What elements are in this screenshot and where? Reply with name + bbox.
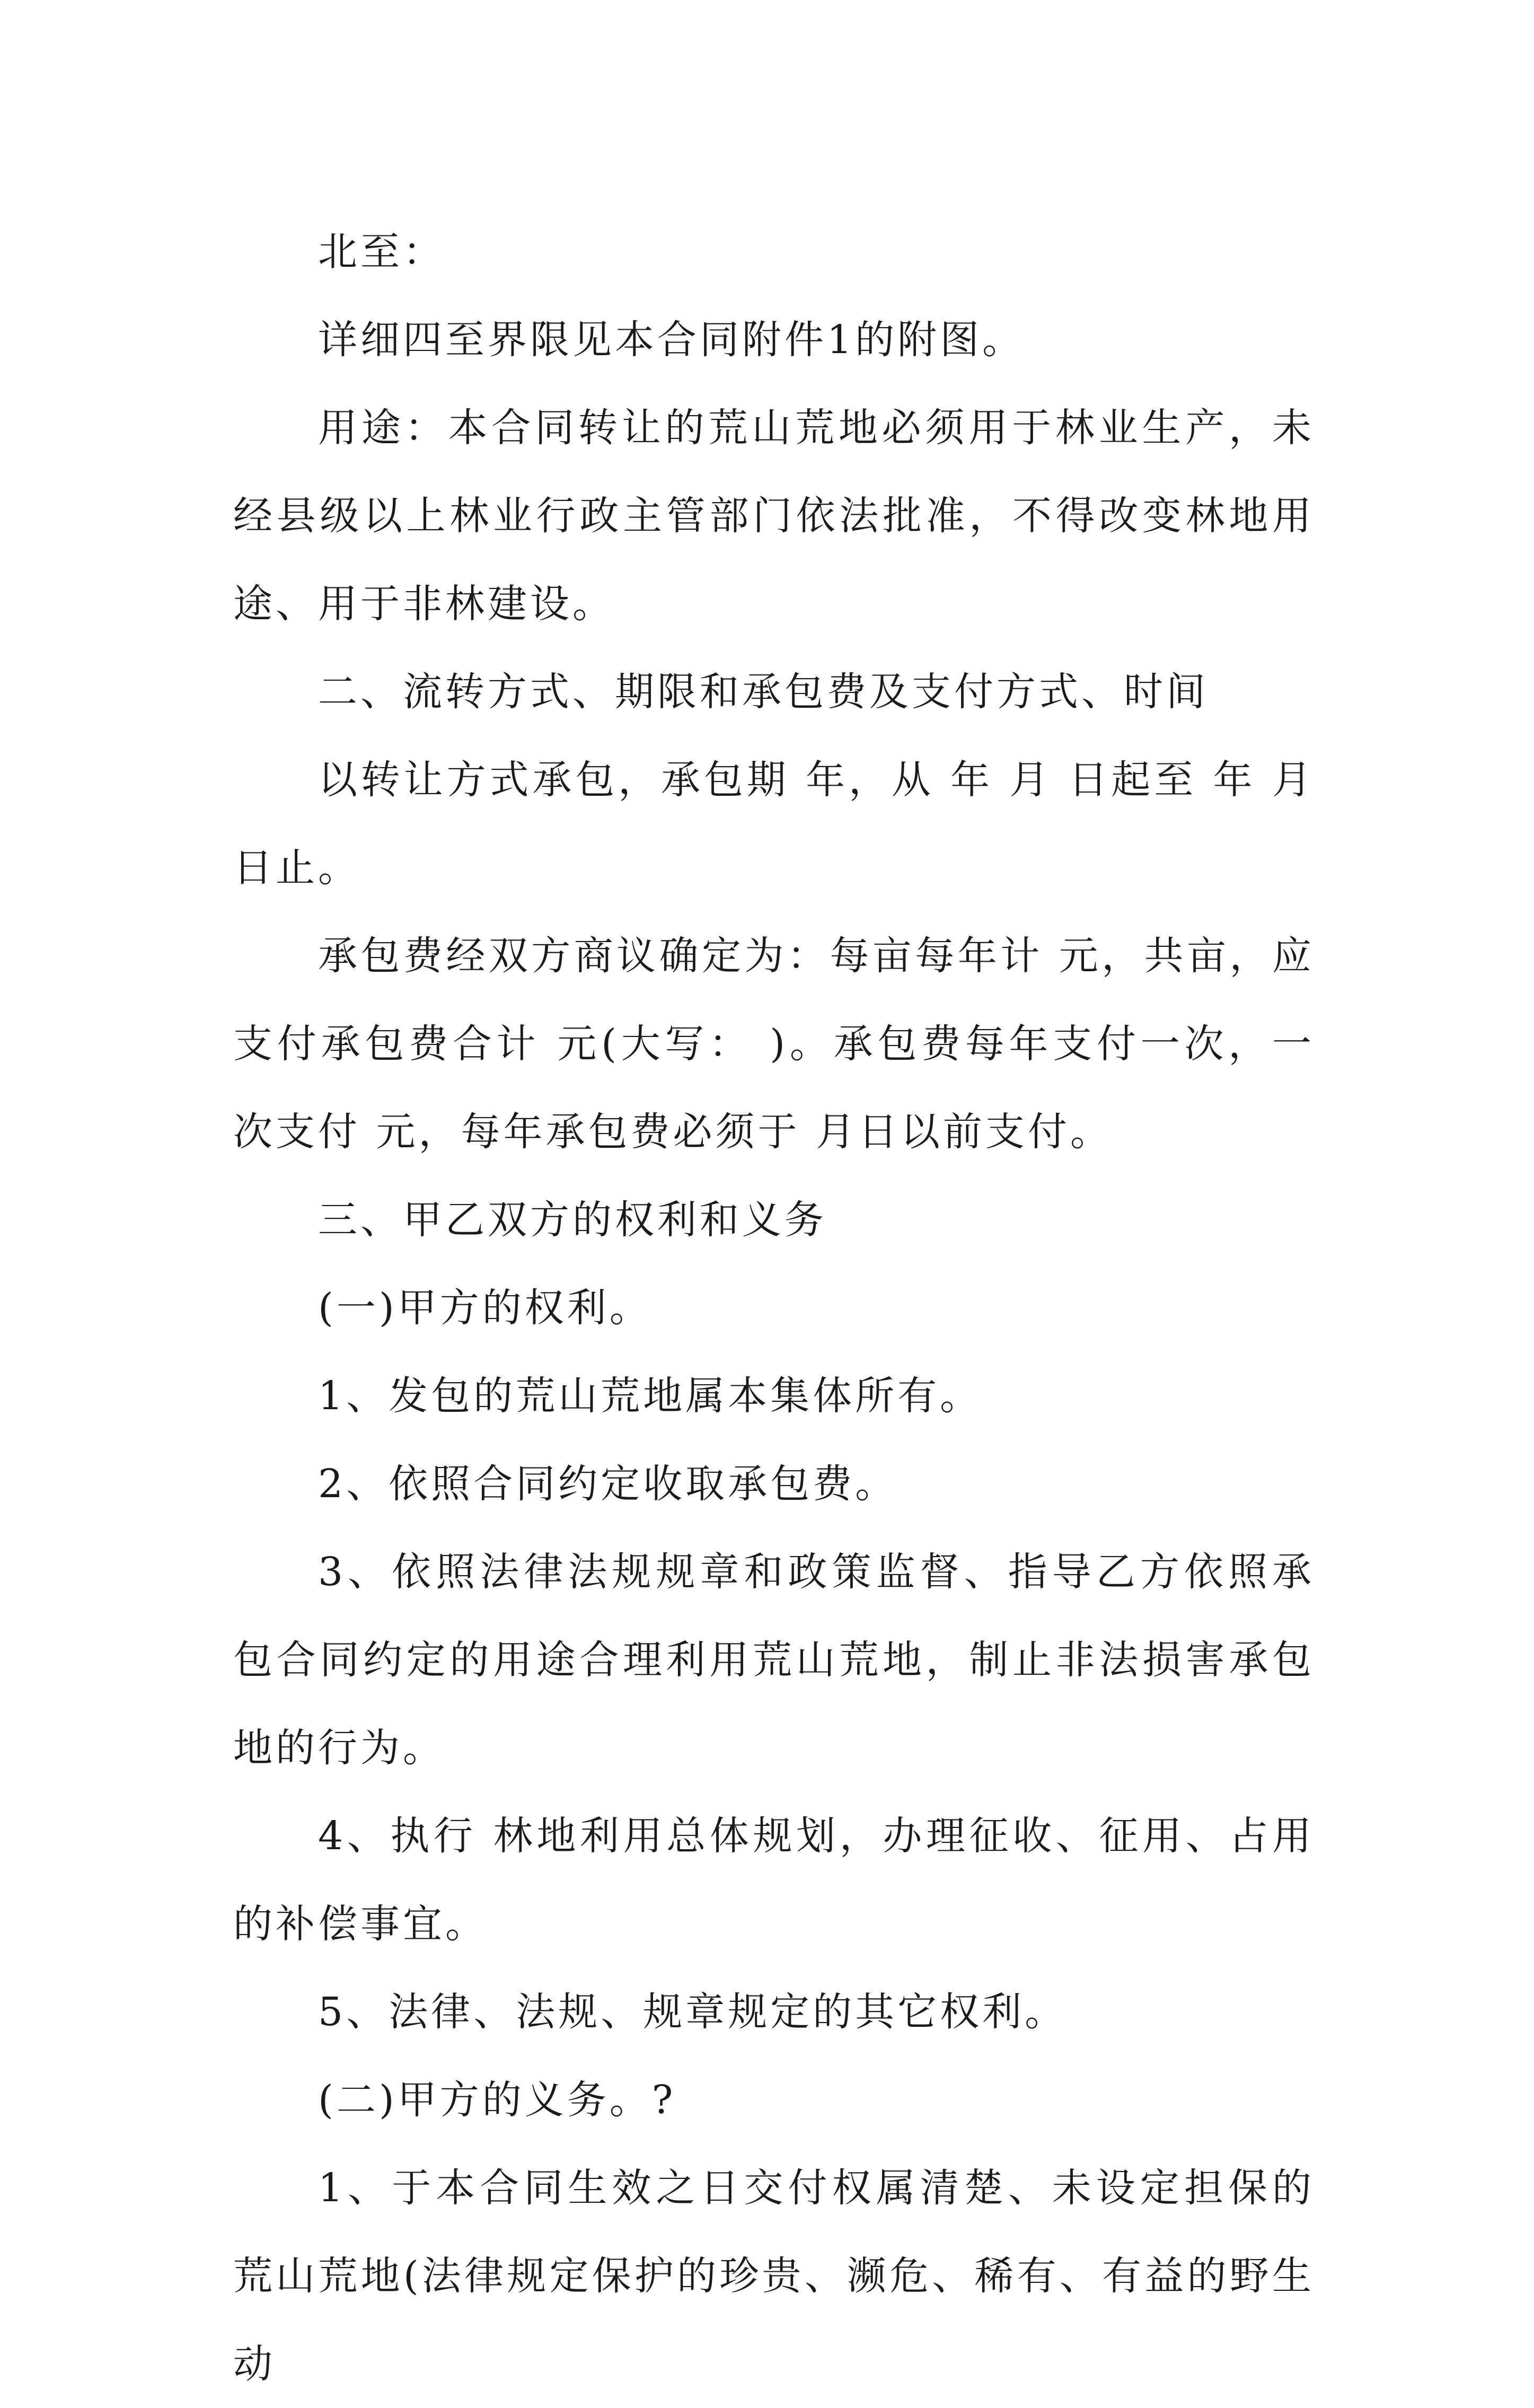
subheading-party-a-rights: (一)甲方的权利。 xyxy=(318,1285,652,1331)
list-item-right-3: 3、依照法律法规规章和政策监督、指导乙方依照承包合同约定的用途合理利用荒山荒地，制止非法损害承包地的行为。 xyxy=(233,1549,1315,1771)
paragraph-boundary-attachment: 详细四至界限见本合同附件1的附图。 xyxy=(318,317,1025,363)
paragraph-north-boundary: 北至： xyxy=(318,229,445,275)
list-item-right-1: 1、发包的荒山荒地属本集体所有。 xyxy=(318,1373,983,1419)
list-item-right-2: 2、依照合同约定收取承包费。 xyxy=(318,1461,898,1507)
paragraph-land-use: 用途：本合同转让的荒山荒地必须用于林业生产，未经县级以上林业行政主管部门依法批准，不得改变林地用途、用于非林建设。 xyxy=(233,405,1315,627)
subheading-party-a-obligations: (二)甲方的义务。? xyxy=(318,2077,676,2123)
list-item-obligation-1: 1、于本合同生效之日交付权属清楚、未设定担保的荒山荒地(法律规定保护的珍贵、濒危、稀有、有益的野生动 xyxy=(233,2165,1315,2387)
paragraph-contract-term: 以转让方式承包，承包期 年，从 年 月 日起至 年 月日止。 xyxy=(233,757,1315,891)
list-item-right-4: 4、执行 林地利用总体规划，办理征收、征用、占用的补偿事宜。 xyxy=(233,1813,1315,1947)
paragraph-contract-fee: 承包费经双方商议确定为：每亩每年计 元，共亩，应支付承包费合计 元(大写： )。承包费每年支付一次，一次支付 元，每年承包费必须于 月日以前支付。 xyxy=(233,933,1315,1155)
list-item-right-5: 5、法律、法规、规章规定的其它权利。 xyxy=(318,1989,1068,2035)
section-heading-transfer: 二、流转方式、期限和承包费及支付方式、时间 xyxy=(318,669,1209,715)
document-body xyxy=(233,208,1315,2408)
section-heading-rights: 三、甲乙双方的权利和义务 xyxy=(318,1197,827,1243)
